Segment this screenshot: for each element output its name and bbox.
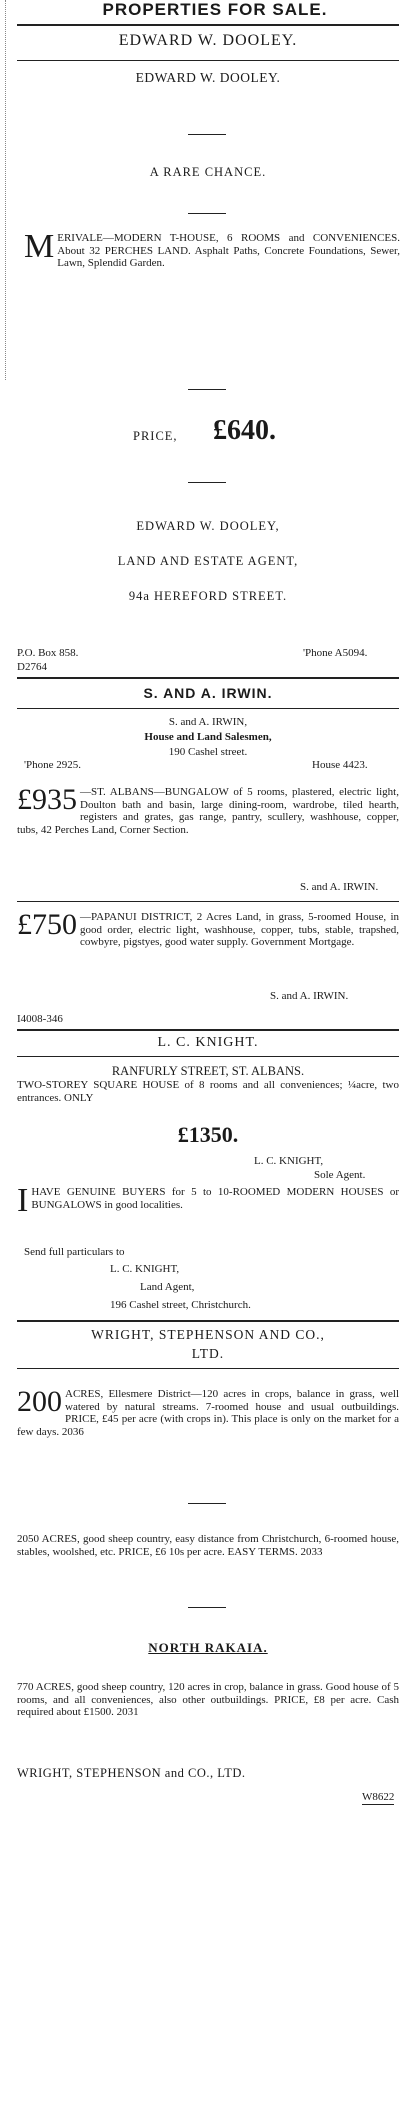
ad-text: ERIVALE—MODERN T-HOUSE, 6 ROOMS and CONVENIENCES. About 32 PERCHES LAND. Asphalt Paths, Concrete Foundations, Sewer, Lawn, Splendid Garden.: [57, 232, 400, 269]
drop-cap: I: [17, 1182, 29, 1219]
agent-title: Land Agent,: [140, 1281, 195, 1293]
agent-name: S. and A. IRWIN,: [168, 716, 248, 728]
ad-headline: A RARE CHANCE.: [149, 165, 267, 179]
price-value: £1350.: [177, 1122, 239, 1147]
phone: 'Phone 2925.: [24, 759, 81, 771]
agent-name: EDWARD W. DOOLEY.: [135, 70, 281, 85]
dash-rule: [188, 213, 226, 214]
drop-cap: M: [24, 228, 55, 265]
property-ad: [24, 228, 400, 270]
section-heading: PROPERTIES FOR SALE.: [102, 0, 328, 19]
rule: [17, 1320, 399, 1322]
agent-heading: LTD.: [191, 1346, 225, 1361]
agent-heading: L. C. KNIGHT.: [157, 1035, 259, 1050]
property-ad: [17, 1681, 399, 1719]
rule: [17, 1056, 399, 1057]
rule: [17, 1368, 399, 1369]
price-value: £640.: [213, 415, 276, 446]
dash-rule: [188, 389, 226, 390]
ad-text: 770 ACRES, good sheep country, 120 acres in crop, balance in grass. Good house of 5 rooms, and all conveniences, also other outbuildings. PRICE, £8 per acre. Cash required about £1500. 2031: [17, 1681, 399, 1718]
dash-rule: [188, 134, 226, 135]
rule: [17, 24, 399, 26]
ad-signature: L. C. KNIGHT,: [254, 1155, 324, 1167]
ad-text: —ST. ALBANS—BUNGALOW of 5 rooms, plastered, electric light, Doulton bath and basin, large dining-room, wardrobe, tiled hearth, registers and grates, gas range, pantry, scullery, washhouse, copper, tubs, 42 Perches Land, Corner Section.: [17, 786, 399, 836]
ad-price: £750: [17, 908, 77, 941]
ad-text: Send full particulars to: [24, 1246, 125, 1258]
property-ad: [17, 1182, 399, 1219]
property-ad: [17, 783, 399, 836]
ad-price: £935: [17, 783, 77, 816]
property-ad: [17, 908, 399, 949]
ad-code: D2764: [17, 661, 47, 673]
dash-rule: [188, 482, 226, 483]
ad-code: W8622: [362, 1791, 395, 1803]
ad-headline: RANFURLY STREET, ST. ALBANS.: [111, 1064, 305, 1078]
ad-text: TWO-STOREY SQUARE HOUSE of 8 rooms and all conveniences; ¼acre, two entrances. ONLY: [17, 1079, 399, 1104]
ad-text: —PAPANUI DISTRICT, 2 Acres Land, in grass, 5-roomed House, in good order, electric light, washhouse, copper, tubs, stable, trapshed, cowbyre, pigstyes, good water supply. Government Mortgage.: [80, 911, 399, 948]
rule: [17, 60, 399, 61]
dash-rule: [188, 1607, 226, 1608]
ad-text: 2050 ACRES, good sheep country, easy distance from Christchurch, 6-roomed house, stables, woolshed, etc. PRICE, £6 10s per acre. EASY TERMS. 2033: [17, 1533, 399, 1558]
po-box: P.O. Box 858.: [17, 647, 79, 659]
ad-code: I4008-346: [17, 1013, 63, 1025]
rule: [17, 901, 399, 902]
agent-heading: EDWARD W. DOOLEY.: [118, 32, 298, 49]
agent-signature: WRIGHT, STEPHENSON and CO., LTD.: [17, 1766, 246, 1780]
price-label: PRICE,: [133, 429, 178, 443]
property-ad: [17, 1385, 399, 1438]
margin-column-fragment: [0, 0, 6, 380]
dash-rule: [188, 1503, 226, 1504]
ad-text: HAVE GENUINE BUYERS for 5 to 10-ROOMED MODERN HOUSES or BUNGALOWS in good localities.: [31, 1186, 399, 1211]
agent-heading: WRIGHT, STEPHENSON AND CO.,: [91, 1327, 325, 1342]
subheading: NORTH RAKAIA.: [148, 1640, 268, 1655]
ad-signature-title: Sole Agent.: [314, 1169, 366, 1181]
agent-name: L. C. KNIGHT,: [110, 1263, 180, 1275]
phone: 'Phone A5094.: [303, 647, 368, 659]
property-ad: [17, 1079, 399, 1104]
ad-text: ACRES, Ellesmere District—120 acres in crops, balance in grass, well watered by natural streams. 7-roomed house and usual outbuildings. PRICE, £45 per acre (with crops in). This place is only on the market for a few days. 2036: [17, 1388, 399, 1438]
rule: [17, 708, 399, 709]
ad-acres: 200: [17, 1385, 62, 1418]
agent-name: EDWARD W. DOOLEY,: [136, 519, 280, 533]
agent-heading: S. AND A. IRWIN.: [143, 685, 273, 701]
agent-address: 196 Cashel street, Christchurch.: [110, 1299, 251, 1311]
rule: [17, 677, 399, 679]
agent-address: 94a HEREFORD STREET.: [128, 589, 288, 603]
agent-title: LAND AND ESTATE AGENT,: [117, 554, 299, 568]
agent-address: 190 Cashel street.: [168, 746, 248, 758]
agent-title: House and Land Salesmen,: [144, 731, 272, 743]
house-phone: House 4423.: [312, 759, 368, 771]
ad-signature: S. and A. IRWIN.: [300, 881, 379, 893]
property-ad: [17, 1533, 399, 1558]
rule: [17, 1029, 399, 1031]
ad-signature: S. and A. IRWIN.: [270, 990, 349, 1002]
